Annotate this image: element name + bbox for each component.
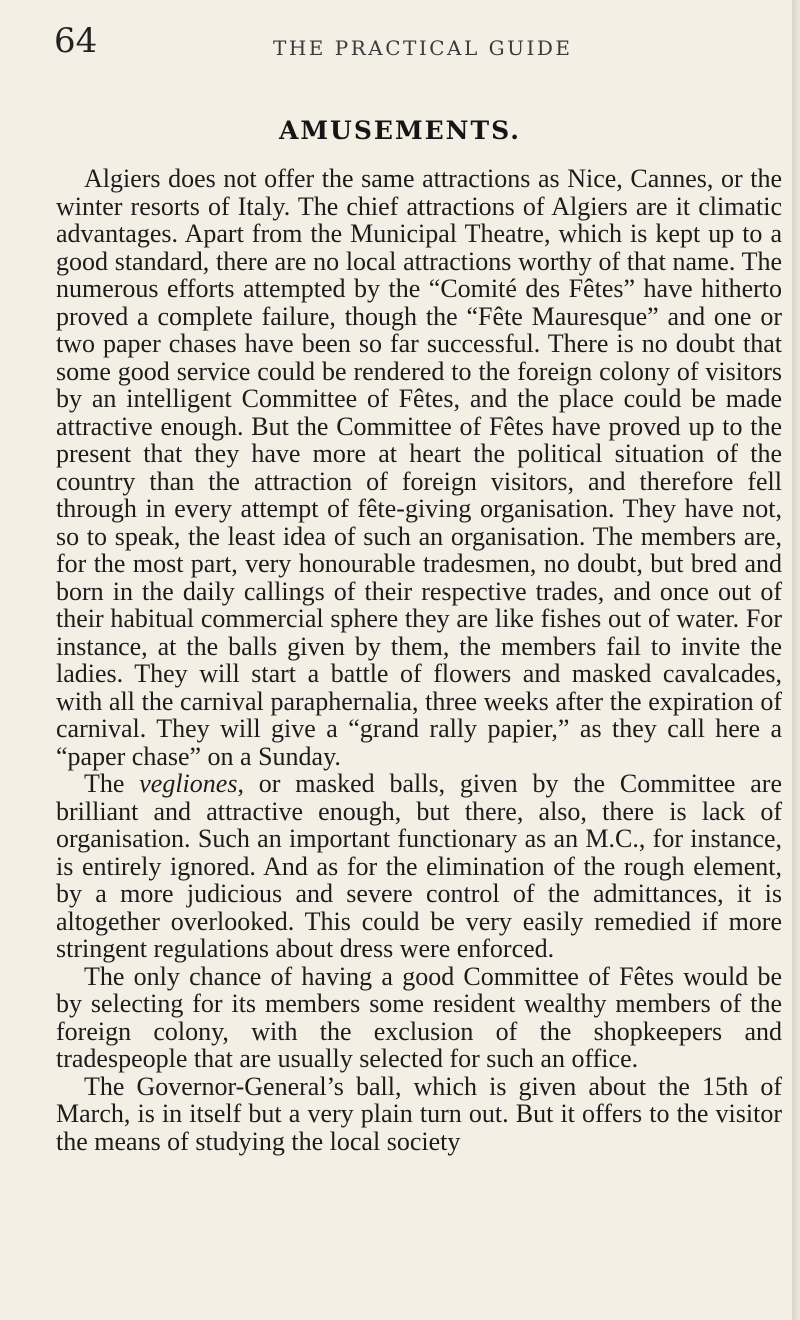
page-edge: [792, 0, 800, 1320]
paragraph-3: The only chance of having a good Committee of Fêtes would be by selecting for its members some resident wealthy members of the foreign colony, with the exclusion of the shopkeepers and tradespeople that are usually selected for such an office.: [56, 961, 782, 1073]
section-title: AMUSEMENTS.: [278, 116, 522, 145]
paragraph-2-lead: The: [84, 769, 140, 798]
paragraph-2: [56, 770, 782, 963]
paragraph-4: The Governor-General’s ball, which is given about the 15th of March, is in itself but a very plain turn out. But it offers to the visitor the means of studying the local society: [56, 1071, 782, 1156]
body-text: [56, 165, 782, 1155]
running-head: THE PRACTICAL GUIDE: [273, 36, 573, 60]
page-header: [0, 16, 800, 66]
paragraph-2-text: , or masked balls, given by the Committee are brilliant and attractive enough, but there, also, there is lack of organisation. Such an important functionary as an M.C., for instance, is entirely ignored. And as for the elimination of the rough element, by a more judicious and severe control of the admittances, it is altogether overlooked. This could be very easily remedied if more stringent regulations about dress were enforced.: [56, 769, 782, 963]
paragraph-1: Algiers does not offer the same attractions as Nice, Cannes, or the winter resorts of Italy. The chief attractions of Algiers are it climatic advantages. Apart from the Municipal Theatre, which is kept up to a good standard, there are no local attractions worthy of that name. The numerous efforts attempted by the “Comité des Fêtes” have hitherto proved a complete failure, though the “Fête Mauresque” and one or two paper chases have been so far successful. There is no doubt that some good service could be rendered to the foreign colony of visitors by an intelligent Committee of Fêtes, and the place could be made attractive enough. But the Committee of Fêtes have proved up to the present that they have more at heart the political situation of the country than the attraction of foreign visitors, and therefore fell through in every attempt of fête-giving organisation. They have not, so to speak, the least idea of such an organisation. The members are, for the most part, very honourable tradesmen, no doubt, but bred and born in the daily callings of their respective trades, and once out of their habitual commercial sphere they are like fishes out of water. For instance, at the balls given by them, the members fail to invite the ladies. They will start a battle of flowers and masked cavalcades, with all the carnival paraphernalia, three weeks after the expiration of carnival. They will give a “grand rally papier,” as they call here a “paper chase” on a Sunday.: [56, 164, 782, 771]
page-number: 64: [54, 21, 98, 61]
paragraph-2-italic-term: vegliones: [139, 769, 238, 798]
